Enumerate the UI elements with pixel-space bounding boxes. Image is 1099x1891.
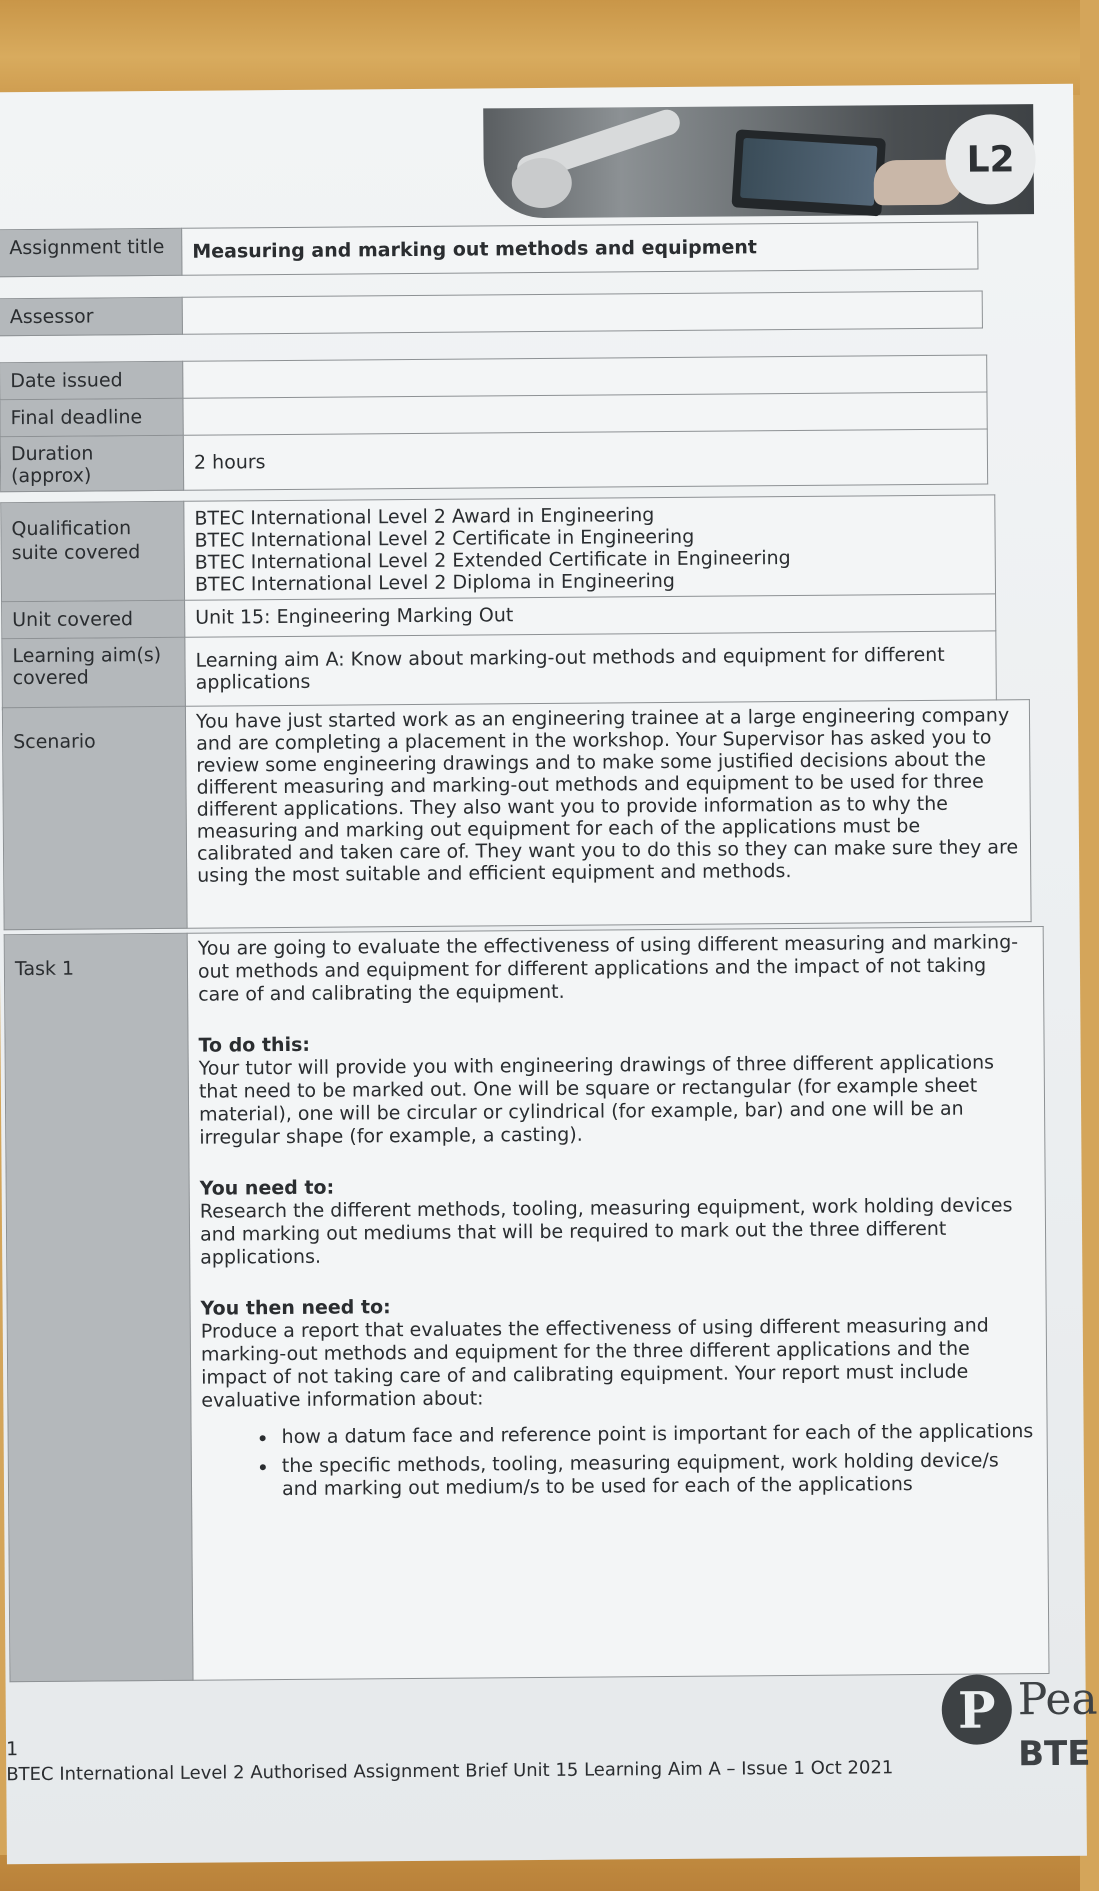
tablet-graphic xyxy=(731,129,886,216)
date-issued-label: Date issued xyxy=(0,361,183,399)
scenario-label: Scenario xyxy=(2,706,187,929)
table-row xyxy=(4,927,1049,1682)
scenario-table xyxy=(2,699,1032,930)
robot-joint-graphic xyxy=(512,158,572,208)
list-item: • how a datum face and reference point is important for each of the applications xyxy=(278,1420,1037,1449)
table-row xyxy=(0,291,982,336)
brand-word: Pea xyxy=(1017,1673,1098,1726)
page-number: 1 xyxy=(5,1738,19,1761)
pearson-logo-icon: P xyxy=(942,1674,1013,1745)
tablet-screen xyxy=(740,138,877,206)
task1-todo-text: Your tutor will provide you with engineering drawings of three different applications that need to be marked out. One will be square or rectangular (for example sheet material), one will be circular or cylindrical (for example, bar) and one will be an irregular shape (for example, a casting). xyxy=(198,1051,995,1149)
task1-content xyxy=(187,927,1049,1681)
assignment-title-label: Assignment title xyxy=(0,228,182,276)
qualification-item: BTEC International Level 2 Award in Engineering xyxy=(194,504,655,530)
task1-need-heading: You need to: xyxy=(199,1176,335,1200)
task1-table xyxy=(4,926,1050,1682)
final-deadline-value xyxy=(183,392,987,435)
task1-label: Task 1 xyxy=(4,933,193,1681)
table-row xyxy=(2,700,1031,930)
list-item: • the specific methods, tooling, measuring equipment, work holding device/s and marking out medium/s to be used for each of the applications xyxy=(278,1449,1037,1501)
task1-bullet-list xyxy=(202,1420,1038,1502)
date-issued-value xyxy=(183,355,987,398)
learning-aims-value: Learning aim A: Know about marking-out methods and equipment for different applications xyxy=(185,631,997,708)
duration-label: Duration (approx) xyxy=(0,435,183,491)
duration-value: 2 hours xyxy=(183,429,987,490)
qualification-suite-list xyxy=(184,495,996,600)
desk-surface-top xyxy=(0,0,1080,95)
brand-sub-word: BTE xyxy=(1017,1733,1091,1775)
table-row xyxy=(2,631,997,710)
unit-covered-value: Unit 15: Engineering Marking Out xyxy=(185,594,996,637)
level-badge: L2 xyxy=(945,114,1036,205)
qualification-item: BTEC International Level 2 Certificate in Engineering xyxy=(194,525,695,552)
assessor-label: Assessor xyxy=(0,297,182,335)
task1-todo-heading: To do this: xyxy=(198,1033,311,1057)
document-page xyxy=(0,84,1098,1864)
table-row xyxy=(0,429,987,492)
task1-then-heading: You then need to: xyxy=(200,1296,391,1320)
qualification-suite-label: Qualification suite covered xyxy=(1,501,185,601)
learning-aims-label: Learning aim(s) covered xyxy=(2,637,186,709)
final-deadline-label: Final deadline xyxy=(0,398,183,436)
assessor-value xyxy=(182,291,982,334)
scenario-text: You have just started work as an engineering trainee at a large engineering company and are completing a placement in the workshop. Your Supervisor has asked you to review some engineering drawings and to make some justified decisions about the different measuring and marking-out methods and equipment to be used for three different applications. They also want you to provide information as to why the measuring and marking out equipment for each of the applications must be calibrated and taken care of. They want you to do this so they can make sure they are using the most suitable and efficient equipment and methods. xyxy=(185,700,1031,929)
qualification-item: BTEC International Level 2 Diploma in Engineering xyxy=(194,569,676,596)
qualification-table xyxy=(0,494,997,710)
qualification-item: BTEC International Level 2 Extended Certificate in Engineering xyxy=(194,547,791,574)
assessor-table xyxy=(0,291,983,337)
table-row xyxy=(0,222,978,277)
unit-covered-label: Unit covered xyxy=(2,600,185,638)
task1-intro: You are going to evaluate the effectiveness of using different measuring and marking-out methods and equipment for different applications and the impact of not taking care of and calibrating the equipment. xyxy=(197,931,1019,1006)
task1-need-text: Research the different methods, tooling, measuring equipment, work holding devices and marking out mediums that will be required to mark out the three different applications. xyxy=(199,1194,1013,1269)
task1-then-text: Produce a report that evaluates the effectiveness of using different measuring and marking-out methods and equipment for the three different applications and the impact of not taking care of and calibrating equipment. Your report must include evaluative information about: xyxy=(200,1314,989,1412)
dates-table xyxy=(0,354,988,492)
table-row xyxy=(1,495,996,602)
assignment-title-table xyxy=(0,222,978,278)
assignment-title-value: Measuring and marking out methods and equipment xyxy=(182,222,978,275)
footer-text: BTEC International Level 2 Authorised Assignment Brief Unit 15 Learning Aim A – Issue 1 Oct 2021 xyxy=(6,1757,894,1786)
